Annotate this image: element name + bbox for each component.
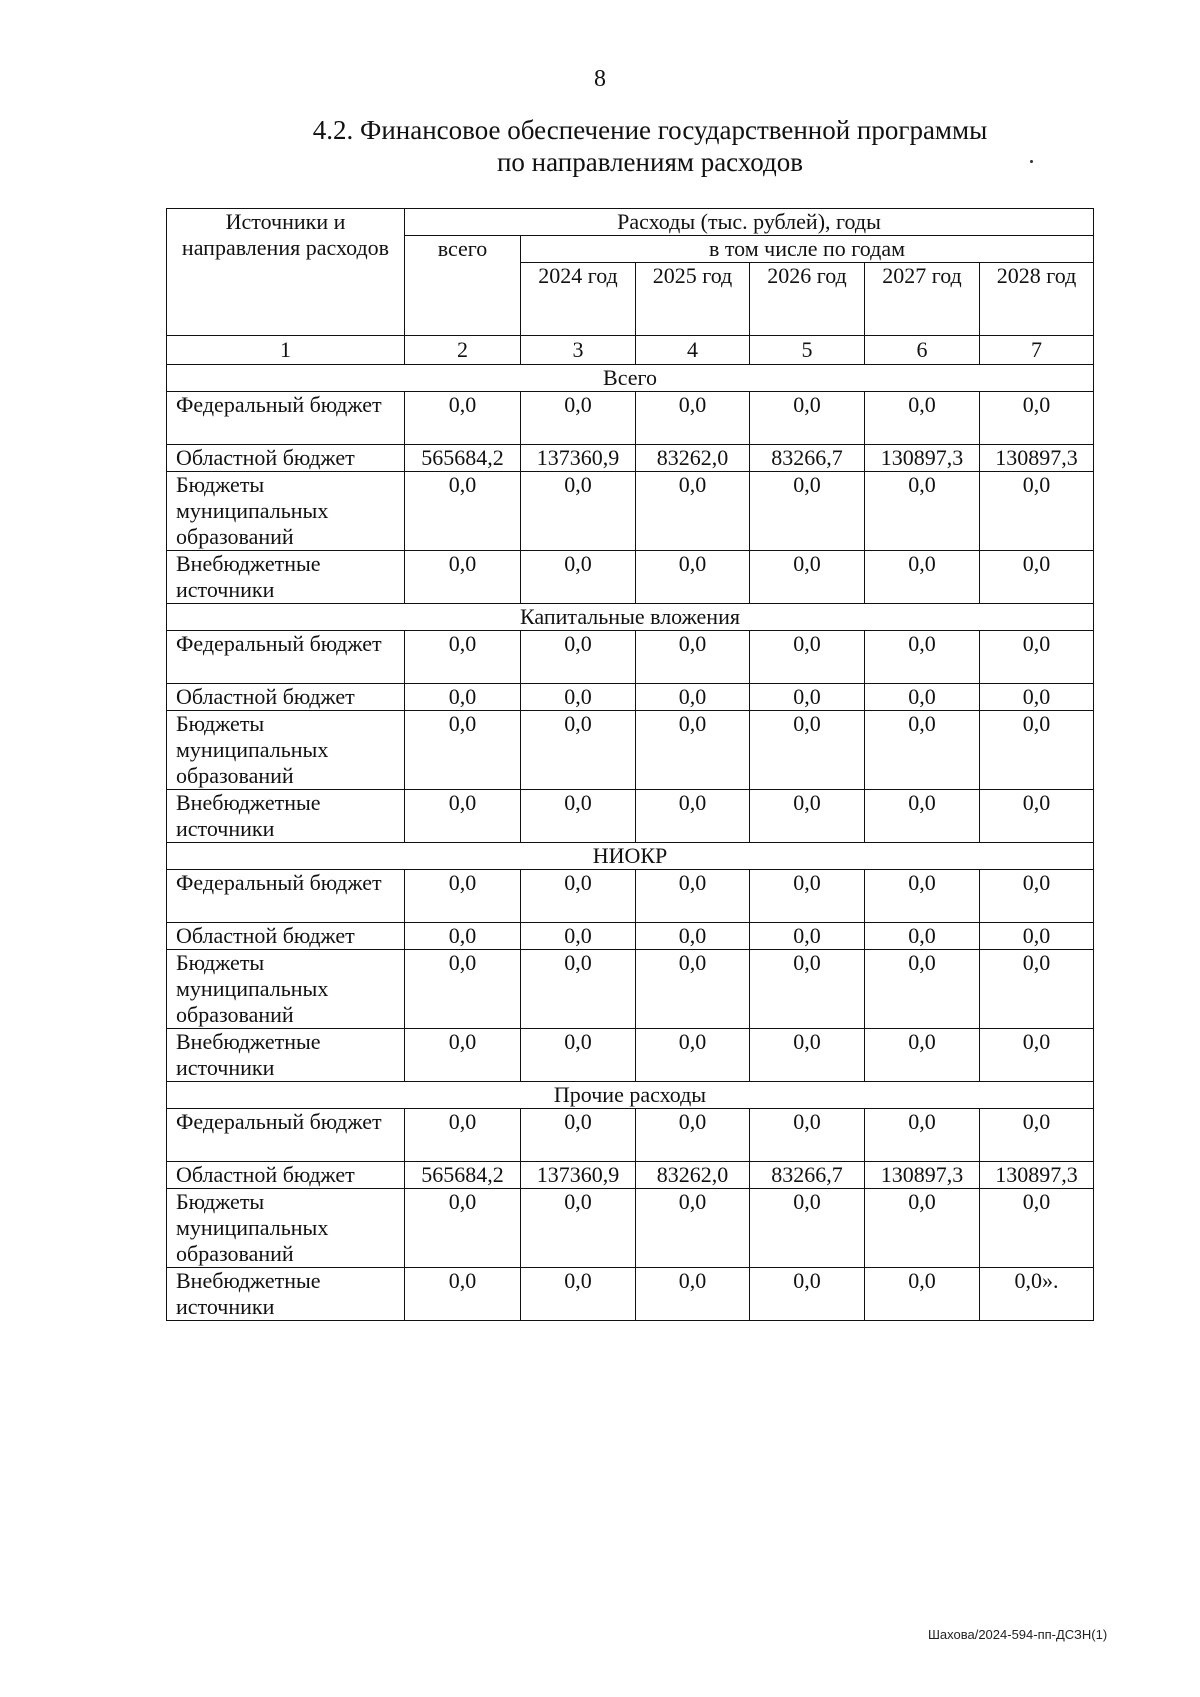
value-cell: 0,0 <box>521 923 636 950</box>
value-cell: 0,0 <box>750 870 865 923</box>
value-cell: 0,0 <box>521 631 636 684</box>
table-row <box>167 472 1094 551</box>
value-cell: 0,0 <box>980 950 1094 1029</box>
value-cell: 130897,3 <box>980 1162 1094 1189</box>
table-row <box>167 1109 1094 1162</box>
value-cell: 137360,9 <box>521 445 636 472</box>
table-row <box>167 551 1094 604</box>
value-cell: 130897,3 <box>865 445 980 472</box>
value-cell: 0,0 <box>750 1109 865 1162</box>
scan-speck <box>1030 160 1033 163</box>
table-row <box>167 950 1094 1029</box>
value-cell: 0,0 <box>521 950 636 1029</box>
value-cell: 0,0 <box>865 790 980 843</box>
row-label: Внебюджетные источники <box>167 551 405 604</box>
value-cell: 0,0 <box>750 950 865 1029</box>
row-label: Федеральный бюджет <box>167 870 405 923</box>
value-cell: 0,0 <box>405 551 521 604</box>
value-cell: 130897,3 <box>865 1162 980 1189</box>
value-cell: 0,0 <box>405 684 521 711</box>
row-label: Внебюджетные источники <box>167 1029 405 1082</box>
financing-table <box>166 208 1094 1321</box>
value-cell: 0,0 <box>980 551 1094 604</box>
column-number: 2 <box>405 336 521 365</box>
value-cell: 0,0 <box>980 711 1094 790</box>
table-row <box>167 711 1094 790</box>
value-cell: 0,0 <box>405 950 521 1029</box>
row-label: Федеральный бюджет <box>167 392 405 445</box>
value-cell: 83262,0 <box>636 445 750 472</box>
value-cell: 0,0 <box>521 790 636 843</box>
table-row <box>167 790 1094 843</box>
header-year: 2027 год <box>865 263 980 336</box>
value-cell: 0,0 <box>750 790 865 843</box>
value-cell: 0,0 <box>636 1268 750 1321</box>
value-cell: 0,0 <box>636 1189 750 1268</box>
value-cell: 0,0 <box>980 870 1094 923</box>
section-title: Всего <box>167 365 1094 392</box>
value-cell: 0,0 <box>865 1189 980 1268</box>
value-cell: 137360,9 <box>521 1162 636 1189</box>
value-cell: 0,0 <box>636 790 750 843</box>
row-label: Бюджеты муниципальных образований <box>167 950 405 1029</box>
value-cell: 0,0 <box>750 551 865 604</box>
value-cell: 83266,7 <box>750 1162 865 1189</box>
value-cell: 0,0 <box>636 711 750 790</box>
table-row <box>167 1029 1094 1082</box>
value-cell: 0,0 <box>521 1029 636 1082</box>
column-number: 5 <box>750 336 865 365</box>
table-row <box>167 392 1094 445</box>
value-cell: 0,0 <box>980 392 1094 445</box>
value-cell: 0,0 <box>750 1268 865 1321</box>
value-cell: 0,0». <box>980 1268 1094 1321</box>
value-cell: 0,0 <box>980 472 1094 551</box>
page-title-line-2: по направлениям расходов <box>496 147 803 177</box>
row-label: Областной бюджет <box>167 923 405 950</box>
row-label: Бюджеты муниципальных образований <box>167 472 405 551</box>
value-cell: 0,0 <box>636 950 750 1029</box>
value-cell: 0,0 <box>521 1109 636 1162</box>
value-cell: 130897,3 <box>980 445 1094 472</box>
value-cell: 83262,0 <box>636 1162 750 1189</box>
column-number: 4 <box>636 336 750 365</box>
value-cell: 0,0 <box>636 472 750 551</box>
value-cell: 0,0 <box>865 923 980 950</box>
header-expenses: Расходы (тыс. рублей), годы <box>405 209 1094 236</box>
value-cell: 0,0 <box>865 870 980 923</box>
table-row <box>167 445 1094 472</box>
page-number: 8 <box>594 66 606 92</box>
section-title: НИОКР <box>167 843 1094 870</box>
value-cell: 0,0 <box>405 392 521 445</box>
value-cell: 0,0 <box>405 1109 521 1162</box>
section-row <box>167 365 1094 392</box>
table-row <box>167 1162 1094 1189</box>
value-cell: 0,0 <box>865 472 980 551</box>
value-cell: 0,0 <box>980 1029 1094 1082</box>
value-cell: 0,0 <box>521 870 636 923</box>
value-cell: 0,0 <box>750 923 865 950</box>
value-cell: 0,0 <box>636 684 750 711</box>
page-title <box>210 114 1090 178</box>
value-cell: 0,0 <box>865 551 980 604</box>
value-cell: 0,0 <box>750 392 865 445</box>
value-cell: 0,0 <box>521 711 636 790</box>
column-number: 1 <box>167 336 405 365</box>
value-cell: 0,0 <box>521 472 636 551</box>
section-title: Капитальные вложения <box>167 604 1094 631</box>
value-cell: 0,0 <box>405 1029 521 1082</box>
section-row <box>167 1082 1094 1109</box>
value-cell: 0,0 <box>865 711 980 790</box>
value-cell: 0,0 <box>405 631 521 684</box>
row-label: Областной бюджет <box>167 1162 405 1189</box>
value-cell: 0,0 <box>636 870 750 923</box>
value-cell: 0,0 <box>521 1189 636 1268</box>
section-title: Прочие расходы <box>167 1082 1094 1109</box>
value-cell: 0,0 <box>865 392 980 445</box>
value-cell: 0,0 <box>750 472 865 551</box>
value-cell: 0,0 <box>405 711 521 790</box>
column-number-row <box>167 336 1094 365</box>
value-cell: 83266,7 <box>750 445 865 472</box>
value-cell: 0,0 <box>521 684 636 711</box>
value-cell: 0,0 <box>980 923 1094 950</box>
section-row <box>167 604 1094 631</box>
row-label: Внебюджетные источники <box>167 1268 405 1321</box>
value-cell: 0,0 <box>405 923 521 950</box>
value-cell: 0,0 <box>980 1189 1094 1268</box>
value-cell: 0,0 <box>405 790 521 843</box>
value-cell: 0,0 <box>750 1029 865 1082</box>
column-number: 3 <box>521 336 636 365</box>
table-row <box>167 1268 1094 1321</box>
value-cell: 0,0 <box>405 1268 521 1321</box>
value-cell: 0,0 <box>636 1109 750 1162</box>
value-cell: 0,0 <box>636 631 750 684</box>
value-cell: 0,0 <box>980 631 1094 684</box>
header-row-1 <box>167 209 1094 236</box>
header-year: 2026 год <box>750 263 865 336</box>
header-year: 2025 год <box>636 263 750 336</box>
row-label: Федеральный бюджет <box>167 631 405 684</box>
column-number: 7 <box>980 336 1094 365</box>
value-cell: 0,0 <box>750 1189 865 1268</box>
value-cell: 0,0 <box>865 684 980 711</box>
value-cell: 0,0 <box>521 551 636 604</box>
table-row <box>167 870 1094 923</box>
row-label: Федеральный бюджет <box>167 1109 405 1162</box>
value-cell: 0,0 <box>980 790 1094 843</box>
value-cell: 0,0 <box>750 631 865 684</box>
value-cell: 0,0 <box>521 1268 636 1321</box>
row-label: Бюджеты муниципальных образований <box>167 711 405 790</box>
value-cell: 0,0 <box>865 1029 980 1082</box>
header-total: всего <box>405 236 521 336</box>
value-cell: 0,0 <box>980 684 1094 711</box>
row-label: Областной бюджет <box>167 445 405 472</box>
row-label: Внебюджетные источники <box>167 790 405 843</box>
value-cell: 0,0 <box>405 1189 521 1268</box>
value-cell: 0,0 <box>750 711 865 790</box>
value-cell: 565684,2 <box>405 445 521 472</box>
value-cell: 0,0 <box>636 1029 750 1082</box>
value-cell: 0,0 <box>405 870 521 923</box>
table-row <box>167 1189 1094 1268</box>
page-title-line-1: 4.2. Финансовое обеспечение государственной программы <box>312 115 988 145</box>
table-row <box>167 923 1094 950</box>
value-cell: 565684,2 <box>405 1162 521 1189</box>
header-by-years: в том числе по годам <box>521 236 1094 263</box>
document-code: Шахова/2024-594-пп-ДСЗН(1) <box>928 1627 1108 1642</box>
row-label: Областной бюджет <box>167 684 405 711</box>
value-cell: 0,0 <box>865 1109 980 1162</box>
header-year: 2028 год <box>980 263 1094 336</box>
value-cell: 0,0 <box>636 551 750 604</box>
row-label: Бюджеты муниципальных образований <box>167 1189 405 1268</box>
value-cell: 0,0 <box>865 1268 980 1321</box>
table-row <box>167 684 1094 711</box>
column-number: 6 <box>865 336 980 365</box>
value-cell: 0,0 <box>636 392 750 445</box>
value-cell: 0,0 <box>865 950 980 1029</box>
section-row <box>167 843 1094 870</box>
value-cell: 0,0 <box>405 472 521 551</box>
value-cell: 0,0 <box>521 392 636 445</box>
value-cell: 0,0 <box>636 923 750 950</box>
value-cell: 0,0 <box>750 684 865 711</box>
header-year: 2024 год <box>521 263 636 336</box>
header-sources: Источники и направления расходов <box>167 209 405 336</box>
value-cell: 0,0 <box>865 631 980 684</box>
table-row <box>167 631 1094 684</box>
value-cell: 0,0 <box>980 1109 1094 1162</box>
